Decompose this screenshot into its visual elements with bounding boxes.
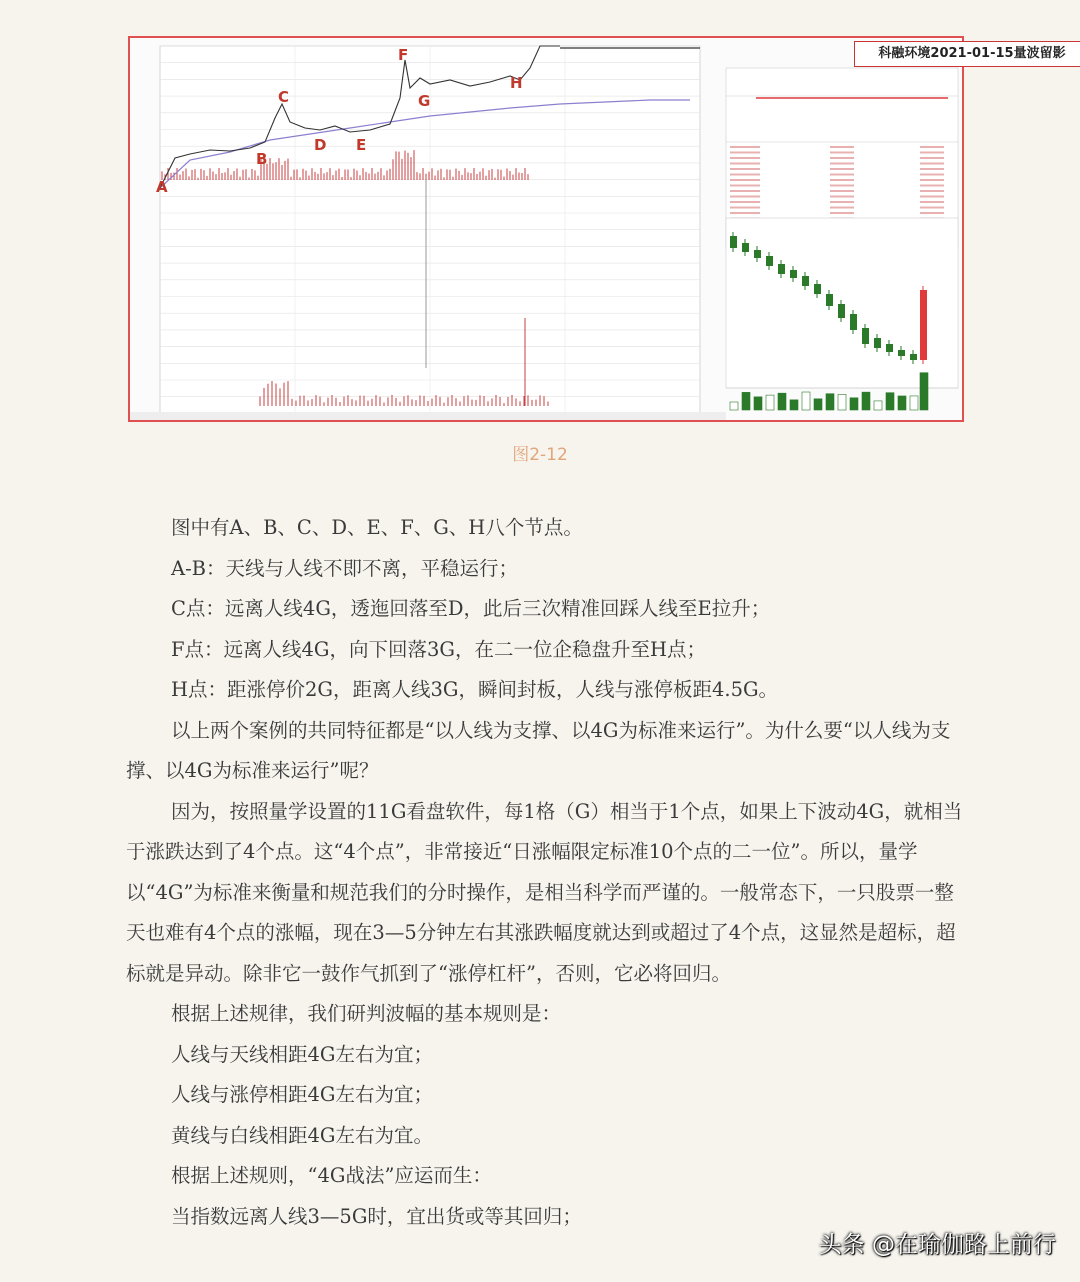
candle-body xyxy=(730,236,737,248)
panel-row xyxy=(920,174,944,176)
kline-volume-bar xyxy=(802,392,810,410)
panel-row xyxy=(920,212,944,214)
candle-body xyxy=(862,328,869,344)
kline-volume-bar xyxy=(790,400,798,410)
kline-volume-bar xyxy=(754,397,762,410)
panel-row xyxy=(920,157,944,159)
panel-row xyxy=(830,163,854,165)
kline-volume-bar xyxy=(898,396,906,410)
stock-chart-figure xyxy=(128,36,1066,422)
candle-body xyxy=(826,294,833,306)
candle-body xyxy=(814,284,821,294)
paragraph: 人线与天线相距4G左右为宜； xyxy=(171,1042,433,1066)
panel-row xyxy=(920,196,944,198)
panel-row xyxy=(830,168,854,170)
panel-row xyxy=(830,146,854,148)
panel-row xyxy=(830,185,854,187)
panel-row xyxy=(730,174,760,176)
paragraph: 黄线与白线相距4G左右为宜。 xyxy=(171,1123,433,1147)
panel-row xyxy=(730,163,760,165)
figure-title: 科融环境2021-01-15量波留影 xyxy=(854,41,1080,67)
node-label-d: D xyxy=(314,136,327,154)
watermark: 头条 @在瑜伽路上前行 xyxy=(818,1232,1056,1258)
paragraph: 人线与涨停相距4G左右为宜； xyxy=(171,1083,433,1106)
kline-volume-bar xyxy=(920,373,928,410)
candle-body xyxy=(850,314,857,330)
panel-row xyxy=(830,201,854,203)
panel-row xyxy=(730,196,760,198)
candle-body xyxy=(898,350,905,356)
panel-row xyxy=(830,179,854,181)
kline-volume-bar xyxy=(886,393,894,410)
paragraph: F点：远离人线4G，向下回落3G，在二一位企稳盘升至H点； xyxy=(171,637,707,661)
panel-row xyxy=(830,174,854,176)
paragraph: 当指数远离人线3—5G时，宜出货或等其回归； xyxy=(171,1204,582,1228)
panel-row xyxy=(920,152,944,154)
candle-body xyxy=(754,250,761,258)
kline-volume-bar xyxy=(730,402,738,410)
kline-volume-bar xyxy=(814,399,822,410)
candle-body xyxy=(920,290,927,360)
paragraph: 以上两个案例的共同特征都是“以人线为支撑、以4G为标准来运行”。为什么要“以人线为支撑、以4G为标准来运行”呢？ xyxy=(126,718,951,782)
candle-body xyxy=(778,264,785,274)
panel-row xyxy=(730,212,760,214)
kline-volume-bar xyxy=(874,401,882,410)
panel-row xyxy=(920,146,944,148)
kline-volume-bar xyxy=(850,398,858,410)
kline-volume-bar xyxy=(778,393,786,410)
kline-volume-bar xyxy=(742,392,750,410)
panel-row xyxy=(830,190,854,192)
kline-volume-bar xyxy=(862,392,870,410)
kline-volume-bar xyxy=(826,394,834,410)
candle-body xyxy=(802,276,809,286)
panel-row xyxy=(920,179,944,181)
panel-row xyxy=(920,207,944,209)
node-label-g: G xyxy=(418,92,431,110)
panel-row xyxy=(920,168,944,170)
paragraph: 图中有A、B、C、D、E、F、G、H八个节点。 xyxy=(171,516,583,539)
paragraph: 根据上述规律，我们研判波幅的基本规则是： xyxy=(171,1002,562,1025)
panel-row xyxy=(920,190,944,192)
panel-row xyxy=(830,196,854,198)
panel-row xyxy=(830,207,854,209)
panel-row xyxy=(830,152,854,154)
intraday-chart xyxy=(130,38,962,420)
paragraph: 因为，按照量学设置的11G看盘软件，每1格（G）相当于1个点，如果上下波动4G，就相当于涨跌达到了4个点。这“4个点”，非常接近“日涨幅限定标准10个点的二一位”。所以，量学以“4G”为标准来衡量和规范我们的分时操作，是相当科学而严谨的。一般常态下，一只股票一整天也难有4个点的涨幅，现在3—5分钟左右其涨跌幅度就达到或超过了4个点，这显然是超标，超标就是异动。除非它一鼓作气抓到了“涨停杠杆”，否则，它必将回归。 xyxy=(126,799,963,985)
node-label-f: F xyxy=(398,46,409,64)
panel-row xyxy=(730,201,760,203)
panel-row xyxy=(730,179,760,181)
node-label-h: H xyxy=(510,74,523,92)
panel-row xyxy=(730,152,760,154)
panel-row xyxy=(830,212,854,214)
node-label-b: B xyxy=(256,150,268,168)
candle-body xyxy=(838,304,845,318)
kline-volume-bar xyxy=(766,395,774,410)
figure-caption: 图2-12 xyxy=(512,445,568,465)
paragraph: 根据上述规则，“4G战法”应运而生： xyxy=(171,1164,492,1187)
kline-volume-bar xyxy=(910,396,918,410)
panel-row xyxy=(730,190,760,192)
panel-row xyxy=(730,157,760,159)
candle-body xyxy=(742,243,749,252)
paragraph: C点：远离人线4G，透迤回落至D，此后三次精准回踩人线至E拉升； xyxy=(171,597,771,620)
panel-row xyxy=(830,157,854,159)
panel-row xyxy=(920,185,944,187)
candle-body xyxy=(874,338,881,348)
panel-row xyxy=(920,163,944,165)
candle-body xyxy=(790,270,797,278)
body-text xyxy=(126,508,966,1237)
node-label-c: C xyxy=(278,88,290,106)
kline-volume-bar xyxy=(838,394,846,410)
panel-row xyxy=(730,168,760,170)
panel-row xyxy=(730,207,760,209)
paragraph: H点：距涨停价2G，距离人线3G，瞬间封板，人线与涨停板距4.5G。 xyxy=(171,678,779,701)
node-label-e: E xyxy=(356,136,367,154)
panel-row xyxy=(730,185,760,187)
candle-body xyxy=(910,354,917,360)
paragraph: A-B：天线与人线不即不离，平稳运行； xyxy=(171,556,519,580)
panel-row xyxy=(920,201,944,203)
candle-body xyxy=(766,256,773,266)
panel-row xyxy=(730,146,760,148)
candle-body xyxy=(886,344,893,352)
node-label-a: A xyxy=(156,178,168,196)
